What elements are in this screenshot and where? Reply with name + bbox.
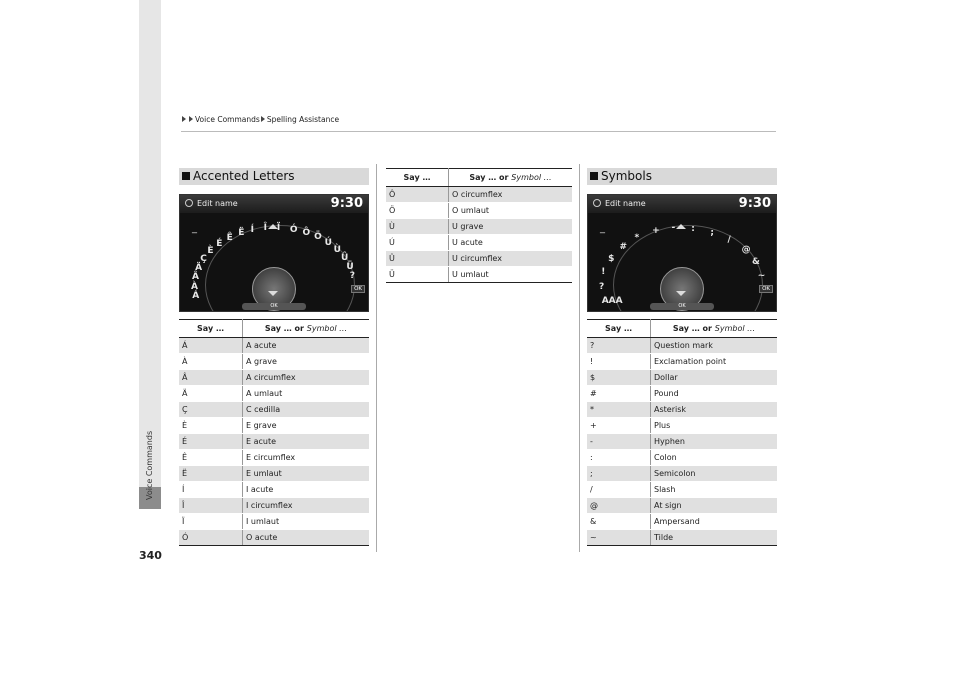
say-or-cell: Ampersand: [651, 514, 778, 530]
say-cell: Û: [386, 251, 449, 267]
chevron-right-icon: [182, 116, 186, 122]
say-cell: Â: [179, 370, 243, 386]
say-cell: ;: [587, 466, 651, 482]
wheel-char: Ö: [314, 232, 322, 243]
breadcrumb: [181, 115, 339, 124]
say-or-cell: A umlaut: [243, 386, 370, 402]
column-divider: [376, 164, 377, 552]
table-row: [587, 354, 777, 370]
table-row: [587, 418, 777, 434]
table-row: [179, 370, 369, 386]
say-or-cell: Slash: [651, 482, 778, 498]
up-arrow-icon: [676, 224, 686, 229]
say-cell: *: [587, 402, 651, 418]
say-or-cell: E grave: [243, 418, 370, 434]
screen-ok-box: OK: [351, 285, 365, 293]
wheel-char: Â: [191, 271, 199, 282]
say-or-cell: I acute: [243, 482, 370, 498]
say-cell: $: [587, 370, 651, 386]
breadcrumb-item[interactable]: Voice Commands: [195, 115, 260, 124]
say-cell: À: [179, 354, 243, 370]
screen-edit-label: Edit name: [605, 199, 646, 208]
wheel-char: Î: [263, 223, 268, 234]
wheel-char: Ç: [200, 253, 207, 264]
table-row: [179, 514, 369, 530]
say-cell: Ë: [179, 466, 243, 482]
say-cell: Ü: [386, 267, 449, 283]
symbol-italic: Symbol …: [511, 173, 552, 182]
say-or-cell: Tilde: [651, 530, 778, 546]
say-or-cell: U circumflex: [449, 251, 573, 267]
say-cell: /: [587, 482, 651, 498]
say-cell: Ê: [179, 450, 243, 466]
say-or-cell: U acute: [449, 235, 573, 251]
say-or-cell: C cedilla: [243, 402, 370, 418]
wheel-char: @: [741, 244, 751, 255]
table-row: [179, 338, 369, 354]
wheel-char: Ë: [238, 228, 245, 239]
wheel-char: -: [671, 223, 676, 234]
wheel-char: &: [751, 257, 760, 268]
wheel-char: +: [652, 226, 660, 237]
say-or-cell: Hyphen: [651, 434, 778, 450]
column-header-say-or: Say … or Symbol …: [243, 320, 370, 338]
wheel-char: $: [608, 254, 615, 265]
say-cell: ~: [587, 530, 651, 546]
say-cell: È: [179, 418, 243, 434]
table-row: [386, 187, 572, 203]
wheel-char: /: [727, 234, 731, 245]
symbols-screen: [587, 194, 777, 312]
say-or-cell: E acute: [243, 434, 370, 450]
wheel-char: ?: [599, 281, 605, 292]
column-divider: [579, 164, 580, 552]
say-cell: +: [587, 418, 651, 434]
say-cell: Ö: [386, 203, 449, 219]
table-row: [179, 466, 369, 482]
say-or-cell: E umlaut: [243, 466, 370, 482]
wheel-char: Ó: [289, 224, 298, 235]
say-cell: @: [587, 498, 651, 514]
symbol-italic: Symbol …: [714, 324, 756, 333]
table-row: [179, 402, 369, 418]
say-cell: Ù: [386, 219, 449, 235]
wheel-char: ~: [757, 270, 766, 281]
symbol-italic: Symbol …: [306, 324, 348, 333]
table-row: [587, 530, 777, 546]
table-row: [587, 338, 777, 354]
table-row: [587, 450, 777, 466]
table-row: [386, 203, 572, 219]
say-cell: É: [179, 434, 243, 450]
say-cell: Á: [179, 338, 243, 354]
wheel-char: AAA: [601, 296, 623, 306]
cursor-dash: _: [192, 223, 197, 234]
say-cell: -: [587, 434, 651, 450]
cursor-dash: _: [600, 223, 605, 234]
table-row: [179, 434, 369, 450]
table-row: [587, 466, 777, 482]
wheel-char: Ù: [333, 244, 341, 255]
down-arrow-icon: [676, 291, 686, 296]
wheel-char: #: [619, 242, 628, 253]
home-icon: [593, 199, 601, 207]
say-or-cell: Asterisk: [651, 402, 778, 418]
say-or-cell: Colon: [651, 450, 778, 466]
say-cell: Ï: [179, 514, 243, 530]
breadcrumb-item[interactable]: Spelling Assistance: [266, 115, 340, 124]
table-row: [179, 498, 369, 514]
table-row: [587, 514, 777, 530]
wheel-char: ?: [349, 270, 356, 281]
wheel-char: Í: [250, 224, 254, 235]
column-header-say: Say …: [179, 320, 243, 338]
say-or-cell: A circumflex: [243, 370, 370, 386]
wheel-char: Ú: [324, 237, 332, 248]
say-or-cell: I umlaut: [243, 514, 370, 530]
screen-ok-bar: OK: [242, 303, 306, 310]
table-row: [179, 482, 369, 498]
table-row: [179, 354, 369, 370]
table-row: [587, 434, 777, 450]
say-or-cell: O circumflex: [449, 187, 573, 203]
say-or-cell: A acute: [243, 338, 370, 354]
say-or-cell: Plus: [651, 418, 778, 434]
say-cell: Ô: [386, 187, 449, 203]
wheel-char: Ê: [226, 232, 233, 243]
table-row: [179, 530, 369, 546]
page-number: 340: [139, 549, 162, 562]
say-cell: #: [587, 386, 651, 402]
wheel-char: À: [191, 281, 198, 292]
column-header-say-or: Say … or Symbol …: [651, 320, 778, 338]
say-or-cell: A grave: [243, 354, 370, 370]
wheel-char: ;: [710, 227, 714, 238]
say-cell: ?: [587, 338, 651, 354]
wheel-char: È: [207, 245, 214, 256]
say-or-cell: Dollar: [651, 370, 778, 386]
accented-screen: [179, 194, 369, 312]
square-bullet-icon: [590, 172, 598, 180]
say-cell: Ú: [386, 235, 449, 251]
wheel-char: *: [634, 232, 640, 243]
say-cell: Ä: [179, 386, 243, 402]
say-or-cell: At sign: [651, 498, 778, 514]
table-row: [587, 482, 777, 498]
wheel-char: Ô: [302, 227, 311, 238]
screen-edit-label: Edit name: [197, 199, 238, 208]
column-header-say: Say …: [386, 169, 449, 187]
wheel-char: Ü: [346, 261, 354, 272]
say-or-cell: Semicolon: [651, 466, 778, 482]
wheel-char: Û: [341, 252, 349, 263]
table-row: [386, 219, 572, 235]
table-row: [179, 386, 369, 402]
say-cell: Ó: [179, 530, 243, 546]
say-cell: !: [587, 354, 651, 370]
table-row: [386, 235, 572, 251]
table-row: [587, 402, 777, 418]
say-or-cell: E circumflex: [243, 450, 370, 466]
column-header-say-or: Say … or Symbol …: [449, 169, 573, 187]
say-or-cell: U grave: [449, 219, 573, 235]
say-or-cell: Pound: [651, 386, 778, 402]
say-cell: :: [587, 450, 651, 466]
section-heading-symbols: Symbols: [587, 168, 777, 185]
wheel-char: É: [216, 238, 223, 249]
wheel-char: Ï: [276, 223, 281, 234]
screen-ok-bar: OK: [650, 303, 714, 310]
say-or-cell: O umlaut: [449, 203, 573, 219]
chevron-right-icon: [189, 116, 193, 122]
chevron-right-icon: [261, 116, 265, 122]
accented-table: [179, 319, 369, 546]
table-row: [179, 418, 369, 434]
say-or-cell: O acute: [243, 530, 370, 546]
table-row: [587, 370, 777, 386]
wheel-char: !: [601, 267, 606, 278]
table-row: [587, 498, 777, 514]
down-arrow-icon: [268, 291, 278, 296]
column-header-say: Say …: [587, 320, 651, 338]
screen-ok-box: OK: [759, 285, 773, 293]
square-bullet-icon: [182, 172, 190, 180]
accented-table-continued: [386, 168, 572, 283]
wheel-char: :: [691, 223, 695, 234]
say-cell: Ç: [179, 402, 243, 418]
say-or-cell: I circumflex: [243, 498, 370, 514]
table-row: [587, 386, 777, 402]
say-or-cell: Exclamation point: [651, 354, 778, 370]
wheel-char: Ä: [195, 262, 203, 273]
say-cell: Î: [179, 498, 243, 514]
table-row: [179, 450, 369, 466]
screen-clock: 9:30: [738, 196, 771, 211]
wheel-char: Á: [192, 291, 200, 302]
home-icon: [185, 199, 193, 207]
say-or-cell: Question mark: [651, 338, 778, 354]
say-cell: Í: [179, 482, 243, 498]
say-cell: &: [587, 514, 651, 530]
header-rule: [181, 131, 776, 132]
screen-clock: 9:30: [330, 196, 363, 211]
symbols-table: [587, 319, 777, 546]
say-or-cell: U umlaut: [449, 267, 573, 283]
table-row: [386, 267, 572, 283]
section-heading-accented: Accented Letters: [179, 168, 369, 185]
table-row: [386, 251, 572, 267]
side-section-label: Voice Commands: [145, 430, 154, 500]
